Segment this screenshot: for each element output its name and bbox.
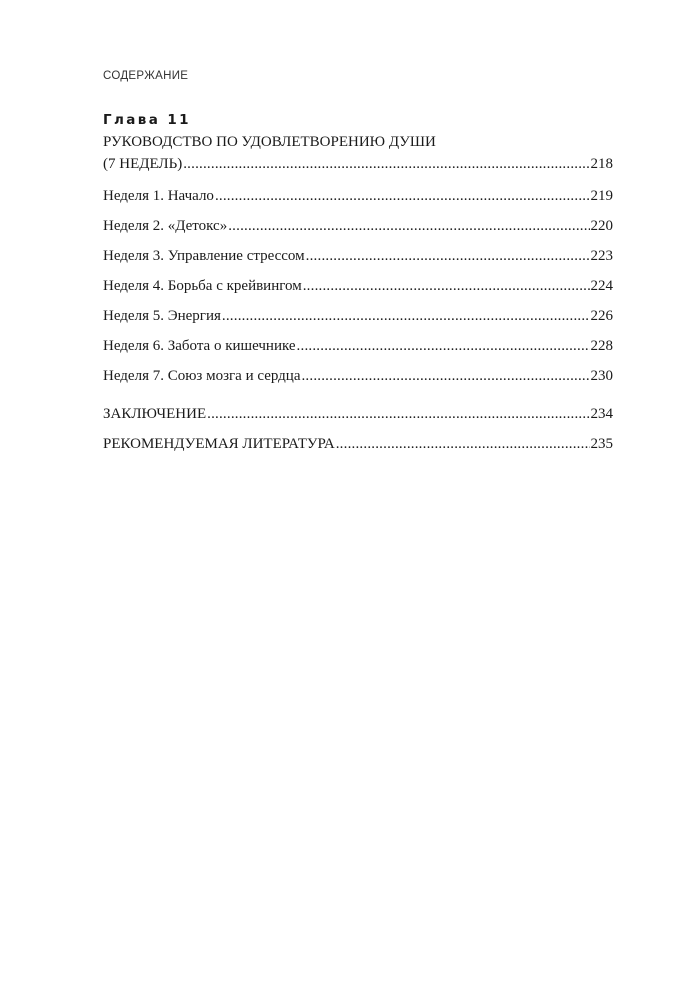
toc-page-number: 224 (590, 278, 613, 294)
toc-entry-week-4[interactable] (103, 271, 613, 301)
dot-leader (183, 153, 589, 175)
toc-entry-label: (7 НЕДЕЛЬ) (103, 156, 183, 172)
toc-entry-label: Неделя 2. «Детокс» (103, 218, 228, 234)
toc-entry-chapter[interactable] (103, 153, 613, 175)
toc-entry-recommended-reading[interactable] (103, 429, 613, 459)
running-head: СОДЕРЖАНИЕ (103, 70, 189, 82)
toc-entry-label: ЗАКЛЮЧЕНИЕ (103, 406, 207, 422)
toc-page-number: 230 (590, 368, 613, 384)
toc-entry-label: Неделя 6. Забота о кишечнике (103, 338, 296, 354)
toc-page-number: 228 (590, 338, 613, 354)
chapter-title: РУКОВОДСТВО ПО УДОВЛЕТВОРЕНИЮ ДУШИ (103, 134, 436, 150)
dot-leader (297, 331, 590, 361)
toc-entry-week-6[interactable] (103, 331, 613, 361)
toc-entry-week-7[interactable] (103, 361, 613, 391)
toc-page-number: 223 (590, 248, 613, 264)
toc-page-number: 226 (590, 308, 613, 324)
toc-entry-week-2[interactable] (103, 211, 613, 241)
toc-page-number: 235 (590, 436, 613, 452)
toc-entry-label: Неделя 5. Энергия (103, 308, 221, 324)
toc-entry-week-1[interactable] (103, 181, 613, 211)
toc-entry-label: Неделя 7. Союз мозга и сердца (103, 368, 301, 384)
dot-leader (228, 211, 589, 241)
dot-leader (336, 429, 590, 459)
toc-page-number: 218 (590, 156, 613, 172)
toc-entry-label: Неделя 3. Управление стрессом (103, 248, 305, 264)
toc-entry-week-3[interactable] (103, 241, 613, 271)
toc-page-number: 219 (590, 188, 613, 204)
toc-entry-week-5[interactable] (103, 301, 613, 331)
toc-entry-label: Неделя 4. Борьба с крейвингом (103, 278, 302, 294)
toc-entry-label: РЕКОМЕНДУЕМАЯ ЛИТЕРАТУРА (103, 436, 335, 452)
dot-leader (207, 399, 589, 429)
toc-page-number: 234 (590, 406, 613, 422)
dot-leader (306, 241, 590, 271)
toc-entry-conclusion[interactable] (103, 399, 613, 429)
dot-leader (301, 361, 589, 391)
dot-leader (215, 181, 590, 211)
dot-leader (222, 301, 590, 331)
section-gap (103, 391, 613, 399)
chapter-label: Глава 11 (103, 112, 191, 128)
toc-entry-label: Неделя 1. Начало (103, 188, 214, 204)
table-of-contents (103, 109, 613, 459)
dot-leader (303, 271, 590, 301)
toc-page-number: 220 (590, 218, 613, 234)
